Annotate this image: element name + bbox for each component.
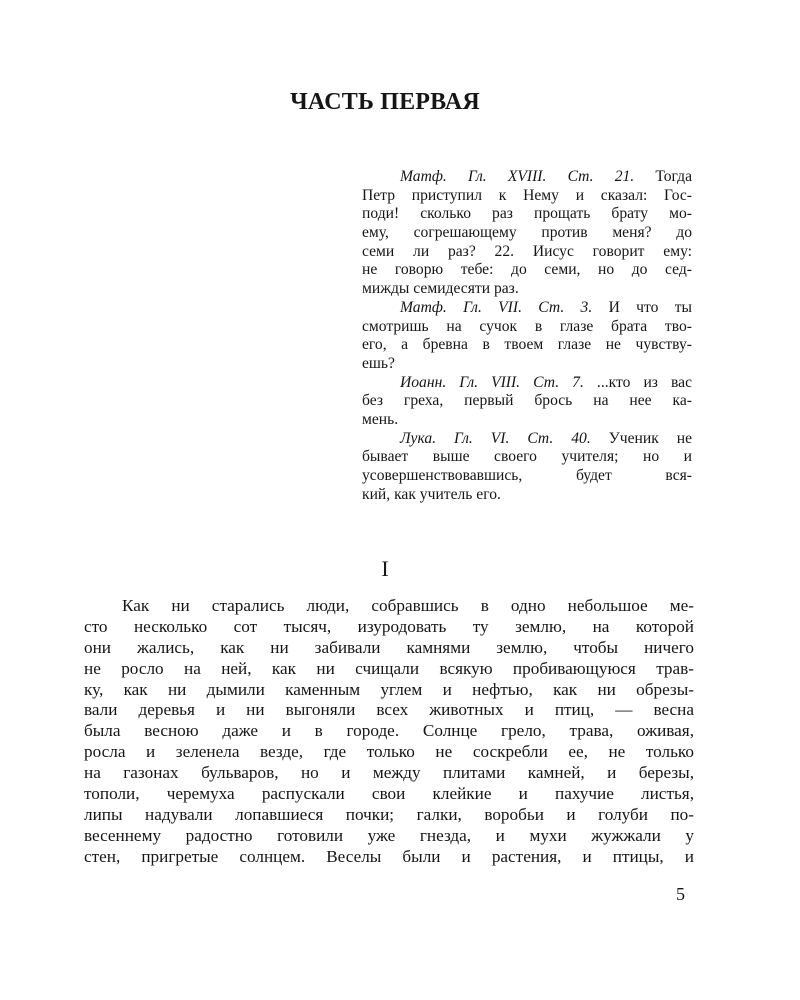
body-line: Как ни старались люди, собравшись в одно небольшое ме- (122, 596, 694, 615)
epigraph-line: ешь? (362, 354, 395, 372)
body-line: на газонах бульваров, но и между плитами камней, и березы, (84, 763, 694, 783)
body-line: стен, пригретые солнцем. Веселы были и растения, и птицы, и (84, 846, 694, 866)
body-line: они жались, как ни забивали камнями землю, чтобы ничего (84, 637, 694, 657)
epigraph-line: кий, как учитель его. (362, 485, 501, 503)
epigraph-line: поди! сколько раз прощать брату мо- (362, 205, 692, 223)
body-line: была весною даже и в городе. Солнце грело, трава, оживая, (84, 721, 694, 741)
body-line: липы надували лопавшиеся почки; галки, воробьи и голуби по- (84, 804, 694, 824)
body-paragraph (84, 596, 694, 868)
page-number: 5 (676, 884, 685, 904)
epigraph-line: без греха, первый брось на нее ка- (362, 392, 692, 410)
body-line: ку, как ни дымили каменным углем и нефтью, как ни обрезы- (84, 679, 694, 699)
epigraph-line: мижды семидесяти раз. (362, 280, 519, 298)
epigraph-line: его, а бревна в твоем глазе не чувству- (362, 336, 692, 354)
epigraph-ref: Лука. Гл. VI. Ст. 40. (400, 429, 591, 447)
part-title: ЧАСТЬ ПЕРВАЯ (290, 89, 480, 115)
epigraph-line: бывает выше своего учителя; но и (362, 448, 692, 466)
epigraph-line: не говорю тебе: до семи, но до сед- (362, 261, 692, 279)
body-line: не росло на ней, как ни счищали всякую пробивающуюся трав- (84, 658, 694, 678)
epigraph-line: усовершенствовавшись, будет вся- (362, 467, 692, 484)
epigraph-ref: Матф. Гл. VII. Ст. 3. (400, 298, 593, 316)
chapter-number: I (381, 556, 389, 581)
epigraph (362, 168, 692, 504)
epigraph-line: Петр приступил к Нему и сказал: Гос- (362, 186, 692, 204)
epigraph-ref: Иоанн. Гл. VIII. Ст. 7. (400, 373, 584, 391)
body-line: сто несколько сот тысяч, изуродовать ту землю, на которой (84, 616, 694, 636)
epigraph-line: ему, согрешающему против меня? до (362, 224, 692, 242)
epigraph-ref: Матф. Гл. XVIII. Ст. 21. (400, 168, 635, 185)
body-line: весеннему радостно готовили уже гнезда, и мухи жужжали у (84, 825, 694, 845)
body-line: росла и зеленела везде, где только не соскребли ее, не только (84, 742, 694, 762)
body-line: вали деревья и ни выгоняли всех животных и птиц, — весна (84, 700, 694, 720)
epigraph-line: Лука. Гл. VI. Ст. 40. Ученик не (400, 429, 693, 447)
body-line: тополи, черемуха распускали свои клейкие и пахучие листья, (84, 784, 694, 804)
epigraph-line: семи ли раз? 22. Иисус говорит ему: (362, 242, 692, 260)
epigraph-line: Матф. Гл. VII. Ст. 3. И что ты (400, 298, 693, 316)
epigraph-line: Иоанн. Гл. VIII. Ст. 7. ...кто из вас (400, 373, 692, 391)
epigraph-line: смотришь на сучок в глазе брата тво- (362, 317, 692, 335)
epigraph-line: Матф. Гл. XVIII. Ст. 21. Тогда (400, 168, 692, 185)
epigraph-line: мень. (362, 410, 399, 428)
